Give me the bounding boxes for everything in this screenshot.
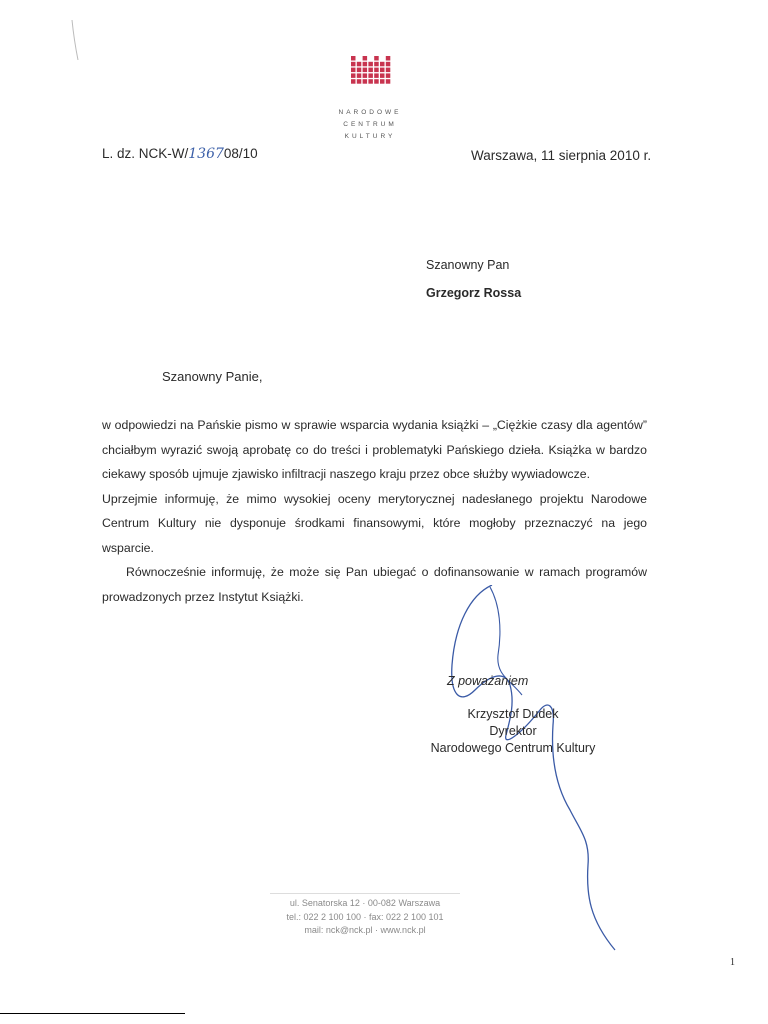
reference-suffix: 08/10 [223, 146, 258, 161]
addressee-name: Grzegorz Rossa [426, 286, 522, 300]
body-paragraph-2: Uprzejmie informuję, że mimo wysokiej oceny merytorycznej nadesłanego projektu Narodowe Centrum Kultury nie dysponuje środkami finansowymi, które mogłoby przeznaczyć na jego wsparcie. [102, 491, 647, 555]
salutation: Szanowny Panie, [162, 369, 263, 384]
footnote-rule [0, 1013, 185, 1014]
reference-number [102, 146, 258, 162]
footer-phone: tel.: 022 2 100 100 · fax: 022 2 100 101 [286, 911, 444, 922]
footer-contact: mail: nck@nck.pl · www.nck.pl [304, 925, 426, 935]
logo-word-3: KULTURY [344, 133, 396, 140]
body-paragraph-1: w odpowiedzi na Pańskie pismo w sprawie wsparcia wydania książki – „Ciężkie czasy dla agentów” chciałbym wyrazić swoją aprobatę co do treści i problematyki Pańskiego dzieła. Książka w bardzo ciekawy sposób ujmuje zjawisko infiltracji naszego kraju przez obce służby wywiadowcze. [102, 418, 647, 481]
scan-artifact [70, 20, 80, 60]
logo-word-2: CENTRUM [343, 121, 397, 128]
signer-title: Dyrektor [489, 724, 537, 738]
crown-logo-icon [330, 52, 410, 102]
body-paragraph-3: Równocześnie informuję, że może się Pan ubiegać o dofinansowanie w ramach programów prowadzonych przez Instytut Książki. [102, 565, 647, 604]
footer-address: ul. Senatorska 12 · 00-082 Warszawa [289, 898, 441, 908]
logo-word-1: NARODOWE [338, 109, 402, 116]
reference-prefix: L. dz. NCK-W/ [102, 146, 189, 161]
page-number: 1 [730, 957, 735, 968]
addressee-block [426, 251, 521, 307]
letterhead-footer [270, 893, 460, 938]
letter-body [102, 413, 647, 609]
signer-block [428, 706, 598, 757]
signer-organization: Narodowego Centrum Kultury [430, 741, 596, 755]
nck-logo [330, 52, 410, 143]
letter-date: Warszawa, 11 sierpnia 2010 r. [471, 148, 652, 163]
handwritten-signature [430, 585, 630, 955]
closing-phrase: Z poważaniem [447, 674, 529, 688]
addressee-greeting: Szanowny Pan [426, 258, 510, 272]
signer-name: Krzysztof Dudek [467, 707, 559, 721]
reference-handwritten: 1367 [188, 146, 224, 162]
